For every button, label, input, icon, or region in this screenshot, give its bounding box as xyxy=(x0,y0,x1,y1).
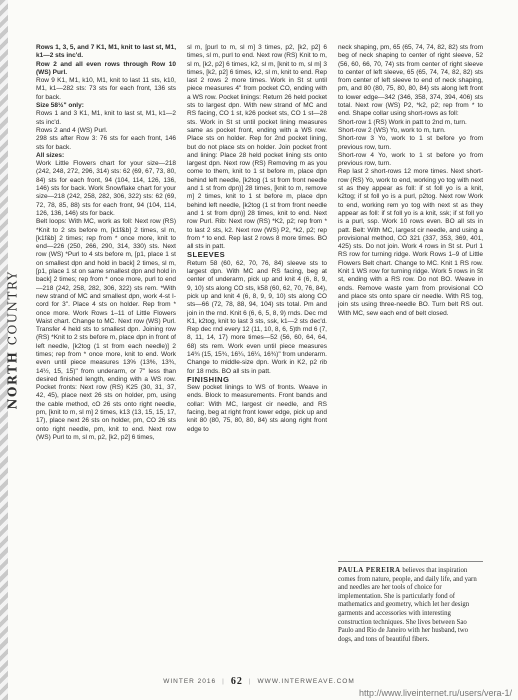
designer-name: PAULA PEREIRA xyxy=(338,567,401,574)
sleeves-heading: SLEEVES xyxy=(187,250,226,260)
charts-paragraph: Work Little Flowers chart for your size—218 (242, 248, 272, 296, 314) sts: 62 (69, 67, 73, 80, 84) sts for each front, 94 (104, 114, 126, 136, 146) sts for back. Work Snowflake chart for your size—218 (242, 258, 282, 306, 322) sts: 62 (69, 72, 78, 85, 88) sts for each front, 94 (104, 114, 126, 136, 146) sts for back. xyxy=(36,160,176,217)
pattern-column-2 xyxy=(187,44,327,664)
all-sizes-heading: All sizes: xyxy=(36,151,65,159)
pocket-paragraph: sl m, [purl to m, sl m] 3 times, p2, [k2, p2] 6 times, sl m, purl to end. Next row (RS) Knit to m, sl m, [k2, p2] 6 times, k2, sl m, [knit to m, sl m] 3 times, [k2, p2] 6 times, k2, sl m, knit to end. Rep last 2 rows 2 more times. Work in St st until piece measures 4" from pocket CO, ending with a WS row. Pocket linings: Return 26 held pocket sts to largest dpn. With new strand of MC and RS facing, CO 1 st, k26 pocket sts, CO 1 st—28 sts. Work in St st until pocket lining measures same as pocket front, ending with a WS row. Place sts on holder. Rep for 2nd pocket lining, but do not place sts on holder. Join pocket front and lining: Place 28 held pocket lining sts onto largest dpn. Next row (RS) Removing m as you come to them, knit to 1 st before m, place dpn behind left needle, [k2tog (1 st from front needle and 1 st from dpn)] 28 times, [knit to m, remove m] 2 times, knit to 1 st before m, place dpn behind left needle, [k2tog (1 st from front needle and 1 st from dpn)] 28 times, knit to end. Next row Purl. Rib: Next row (RS) *K2, p2; rep from * to last 2 sts, k2. Next row (WS) P2, *k2, p2; rep from * to end. Rep last 2 rows 8 more times. BO all sts in patt. xyxy=(187,44,327,251)
row-9: Row 9 K1, M1, k10, M1, knit to last 11 sts, k10, M1, k1—282 sts: 73 sts for each front, 136 sts for back. xyxy=(36,77,176,101)
sleeves-paragraph: Return 58 (60, 62, 70, 76, 84) sleeve sts to largest dpn. With MC and RS facing, beg at center of underarm, pick up and knit 4 (6, 8, 9, 9, 10) sts along CO sts, k58 (60, 62, 70, 76, 84), pick up and knit 4 (6, 8, 9, 9, 10) sts along CO sts—66 (72, 78, 88, 94, 104) sts total. Pm and join in the rnd. Knit 6 (6, 6, 5, 8, 9) rnds. Dec rnd K1, k2tog, knit to last 3 sts, ssk, k1—2 sts dec'd. Rep dec rnd every 12 (11, 10, 8, 6, 5)th rnd 6 (7, 8, 11, 14, 17) more times—52 (56, 60, 64, 64, 68) sts rem. Work even until piece measures 14¾ (15, 15¾, 16¼, 16¼, 16¾)" from underarm. Change to middle-size dpn. Work in K2, p2 rib for 18 rnds. BO all sts in patt. xyxy=(187,259,327,375)
row-3-count: 298 sts after Row 3: 76 sts for each front, 146 sts for back. xyxy=(36,135,176,151)
collar-paragraph: neck shaping, pm, 65 (65, 74, 74, 82, 82) sts from beg of neck shaping to center of right sleeve, 52 (56, 60, 66, 70, 74) sts from center of right sleeve to center of left sleeve, 65 (65, 74, 74, 82, 82) sts from center of left sleeve to end of neck shaping, pm, and 80 (80, 75, 80, 80, 84) sts along left front to lower edge—342 (346, 358, 374, 394, 406) sts total. Next row (WS) P2, *k2, p2; rep from * to end. Shape collar using short-rows as foll: xyxy=(338,44,483,118)
row-2-even: Row 2 and all even rows through Row 10 (WS) Purl. xyxy=(36,60,176,76)
designer-bio xyxy=(338,561,483,644)
section-label: NORTH COUNTRY xyxy=(5,270,19,410)
footer-separator: | xyxy=(248,677,252,685)
short-row-4: Short-row 4 Yo, work to 1 st before yo from previous row, turn. xyxy=(338,151,483,168)
short-row-3: Short-row 3 Yo, work to 1 st before yo from previous row, turn. xyxy=(338,135,483,151)
size-only-heading: Size 58½" only: xyxy=(36,102,84,110)
short-row-2: Short-row 2 (WS) Yo, work to m, turn. xyxy=(338,126,446,134)
footer-separator: | xyxy=(222,677,225,685)
rows-1-3: Rows 1 and 3 K1, M1, knit to last st, M1, k1—2 sts inc'd. xyxy=(36,110,176,126)
page-number: 62 xyxy=(230,675,243,687)
pattern-column-3 xyxy=(338,44,483,556)
short-row-1: Short-row 1 (RS) Work in patt to 2nd m, turn. xyxy=(338,118,467,126)
watermark-url[interactable]: http://www.liveinternet.ru/users/vera-1/ xyxy=(358,688,512,698)
bio-text: believes that inspiration comes from nature, people, and daily life, and yarn and needles are her tools of choice for implementation. She is particularly fond of mathematics and geometry, which let her design garments and accessories with interesting construction techniques. She lives between Sao Paulo and Rio de Janeiro with her husband, two dogs, and tons of beautiful fibers. xyxy=(338,567,477,643)
belt-loops-paragraph: Belt loops: With MC, work as foll: Next row (RS) *Knit to 2 sts before m, [k1f&b] 2 times, sl m, [k1f&b] 2 times; rep from * once more, knit to end—226 (250, 266, 290, 314, 330) sts. Next row (WS) *Purl to 4 sts before m, [p1, place 1 st on smallest dpn and hold in back] 2 times, sl m, [p1, place 1 st on same smallest dpn and hold in back] 2 times; rep from * once more, purl to end—218 (242, 258, 282, 306, 322) sts rem. *With new strand of MC and smallest dpn, work 4-st I-cord for 3". Place 4 sts on holder. Rep from * once more. Work Rows 1–11 of Little Flowers Waist chart. Change to MC. Next row (WS) Purl. Transfer 4 held sts to smallest dpn. Joining row (RS) *Knit to 2 sts before m, place dpn in front of left needle, [k2tog (1 st from each needle)] 2 times; rep from * once more, knit to end. Work even until piece measures 13% (13%, 13¾, 14½, 15, 15)" from underarm, or 7" less than desired finished length, ending with a WS row. Pocket fronts: Next row (RS) K25 (30, 31, 37, 42, 45), place next 26 sts on holder, pm, using the cable method, cO 26 sts onto right needle, pm, [knit to m, sl m] 2 times, k13 (13, 15, 15, 17, 17), place next 26 sts on holder, pm, CO 26 sts onto right needle, pm, knit to end. Next row (WS) Purl to m, sl m, p2, [k2, p2] 6 times, xyxy=(36,218,176,441)
footer-site: WWW.INTERWEAVE.COM xyxy=(257,677,355,685)
page-footer xyxy=(0,674,518,688)
finishing-heading: FINISHING xyxy=(187,374,230,384)
finishing-paragraph: Sew pocket linings to WS of fronts. Weave in ends. Block to measurements. Front bands and collar: With MC, largest cir needle, and RS facing, beg at right front lower edge, pick up and knit 80 (80, 75, 80, 80, 84) sts along right front edge to xyxy=(187,384,327,433)
rows-2-4: Rows 2 and 4 (WS) Purl. xyxy=(36,126,108,134)
footer-season: WINTER 2016 xyxy=(163,677,217,685)
belt-paragraph: Rep last 2 short-rows 12 more times. Next short-row (RS) Yo, work to end, working yo tog with next st as they appear as foll: if st foll yo is a knit, k2tog; if st foll yo is a purl, p2tog. Next row Work to end, working rem yo tog with next st as they appear as foll: if st foll yo is a knit, ssk; if st foll yo is a purl, ssp. Work 10 rows even. BO all sts in patt. Belt: With MC, largest cir needle, and using a provisional method, CO 321 (337, 353, 369, 401, 425) sts. Do not join. Work 4 rows in St st. Purl 1 RS row for turning ridge. Work Rows 1–9 of Little Flowers Belt chart. Change to MC. Knit 1 RS row. Knit 1 WS row for turning ridge. Work 5 rows in St st, ending with a RS row. Do not BO. Weave in ends. Remove waste yarn from provisional CO and place sts onto spare cir needle. With RS tog, join sts using three-needle BO. Turn belt RS out. With MC, sew each end of belt closed. xyxy=(338,168,483,317)
rows-135: Rows 1, 3, 5, and 7 K1, M1, knit to last st, M1, k1—2 sts inc'd. xyxy=(36,44,176,60)
pattern-column-1 xyxy=(36,44,176,664)
